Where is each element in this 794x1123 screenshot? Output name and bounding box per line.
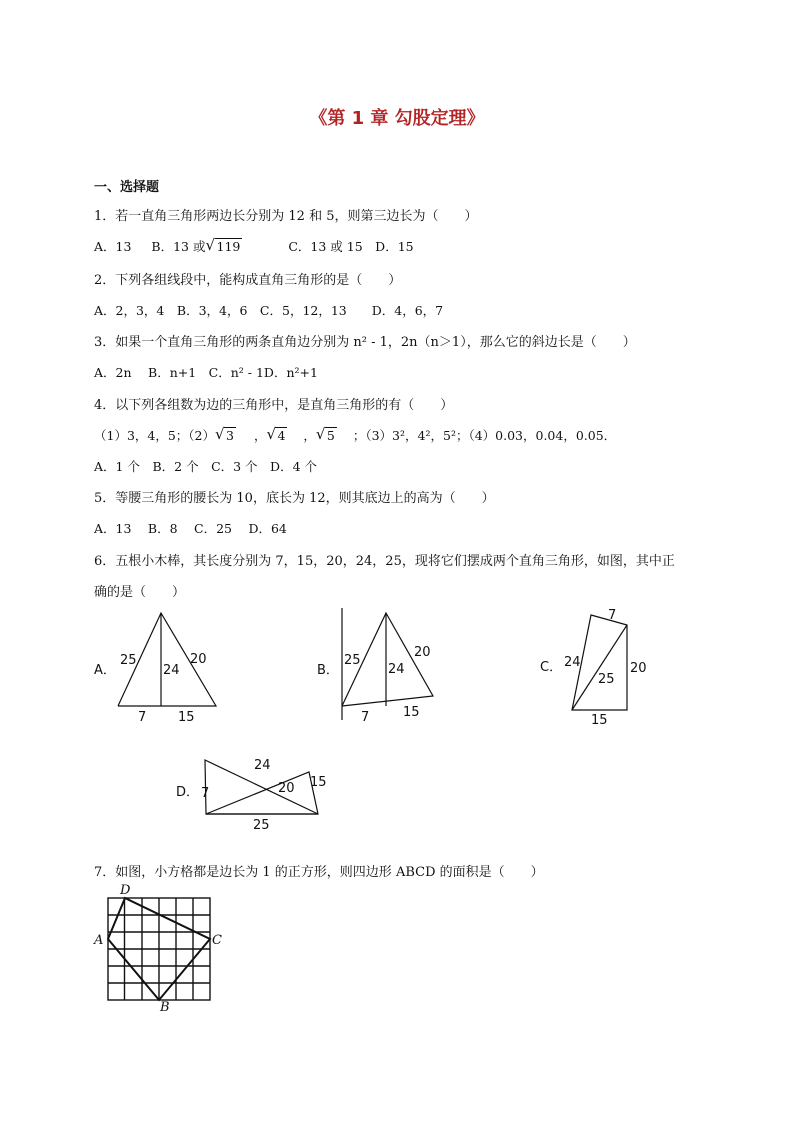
point-a-label: A — [94, 933, 104, 948]
question-2-options: A．2，3，4 B．3，4，6 C．5，12，13 D．4，6，7 — [94, 303, 444, 318]
figure-c — [540, 605, 655, 727]
sqrt-119: √ 119 — [205, 236, 241, 254]
point-d-label: D — [120, 883, 131, 898]
figure-d-label: D． — [176, 785, 200, 800]
question-6-stem-line1: 6．五根小木棒，其长度分别为 7，15，20，24，25，现将它们摆成两个直角三角形，如图，其中正 — [94, 554, 675, 569]
question-5-stem: 5．等腰三角形的腰长为 10，底长为 12，则其底边上的高为（ ） — [94, 491, 495, 506]
page-title: 《第 1 章 勾股定理》 — [309, 108, 485, 129]
figure-a — [90, 608, 230, 728]
sqrt-4: √ 4 — [266, 425, 286, 443]
svg-text:25: 25 — [344, 653, 361, 668]
svg-text:7: 7 — [608, 608, 617, 623]
svg-text:24: 24 — [254, 758, 271, 773]
question-5-options: A．13 B．8 C．25 D．64 — [94, 521, 287, 536]
svg-text:15: 15 — [403, 705, 420, 720]
figure-d — [176, 757, 336, 832]
sqrt-5: √ 5 — [315, 425, 335, 443]
svg-text:20: 20 — [414, 645, 431, 660]
question-6-stem-line2: 确的是（ ） — [94, 585, 186, 600]
svg-text:7: 7 — [138, 710, 147, 725]
figure-b — [315, 608, 445, 726]
svg-text:24: 24 — [388, 662, 405, 677]
question-4-options: A．1 个 B．2 个 C．3 个 D．4 个 — [94, 459, 318, 474]
option-c-d: C．13 或 15 D．15 — [288, 239, 414, 254]
svg-text:25: 25 — [120, 653, 137, 668]
section-heading: 一、选择题 — [94, 180, 160, 195]
question-4-groups: （1）3，4，5；（2） √ 3 ， √ 4 ， √ 5 ；（3）3²，4²，5²；（4）0.03，0.04，0.05． — [94, 425, 617, 443]
point-b-label: B — [160, 1000, 170, 1015]
figure-q7-grid — [92, 882, 232, 1017]
svg-text:15: 15 — [591, 713, 608, 728]
point-c-label: C — [212, 933, 222, 948]
figure-c-label: C． — [540, 660, 563, 675]
svg-text:15: 15 — [178, 710, 195, 725]
svg-text:20: 20 — [278, 781, 295, 796]
question-3-stem: 3．如果一个直角三角形的两条直角边分别为 n² - 1，2n（n＞1），那么它的斜边长是（ ） — [94, 335, 636, 350]
option-a: A．13 — [94, 239, 132, 254]
svg-text:7: 7 — [201, 786, 210, 801]
svg-text:24: 24 — [163, 663, 180, 678]
group-3-4-text: ；（3）3²，4²，5²；（4）0.03，0.04，0.05． — [352, 428, 617, 443]
svg-text:24: 24 — [564, 655, 581, 670]
question-7-stem: 7．如图，小方格都是边长为 1 的正方形，则四边形 ABCD 的面积是（ ） — [94, 865, 544, 880]
svg-text:7: 7 — [361, 710, 370, 725]
question-1-stem: 1．若一直角三角形两边长分别为 12 和 5，则第三边长为（ ） — [94, 209, 478, 224]
svg-text:20: 20 — [190, 652, 207, 667]
figure-a-label: A． — [94, 663, 116, 678]
group-1-2-text: （1）3，4，5；（2） — [94, 428, 216, 443]
sqrt-3: √ 3 — [215, 425, 234, 443]
svg-text:25: 25 — [253, 818, 270, 833]
svg-text:20: 20 — [630, 661, 647, 676]
question-1-options — [94, 237, 414, 255]
question-2-stem: 2．下列各组线段中，能构成直角三角形的是（ ） — [94, 273, 402, 288]
svg-text:25: 25 — [598, 672, 615, 687]
figure-b-label: B． — [317, 663, 339, 678]
svg-text:15: 15 — [310, 775, 327, 790]
question-4-stem: 4．以下列各组数为边的三角形中，是直角三角形的有（ ） — [94, 398, 454, 413]
question-3-options: A．2n B．n+1 C．n² - 1D．n²+1 — [94, 365, 318, 380]
option-b: B．13 或 — [151, 239, 206, 254]
